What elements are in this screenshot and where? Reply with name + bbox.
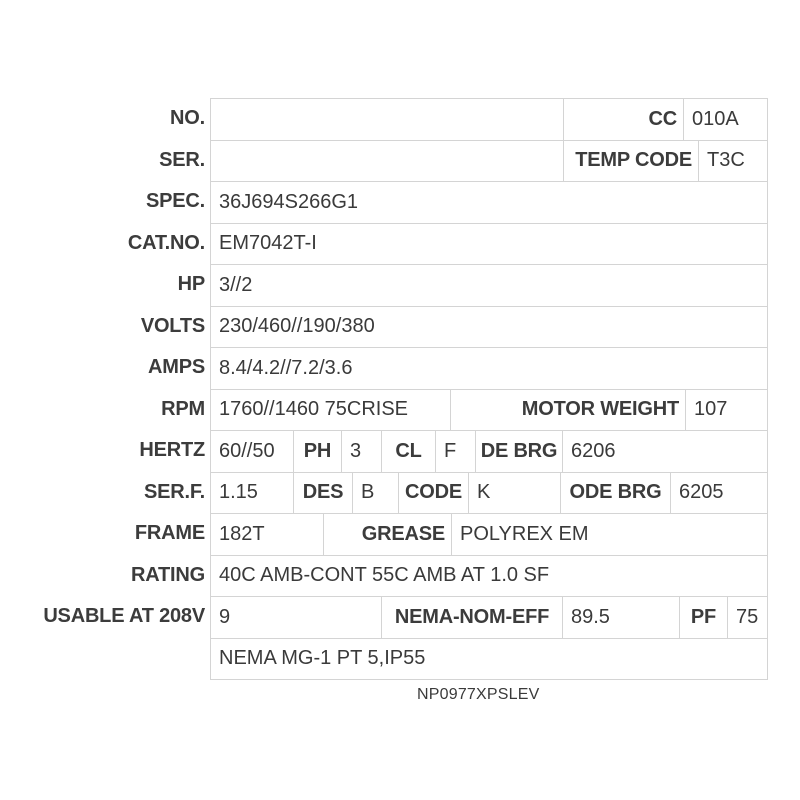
rating-value: 40C AMB-CONT 55C AMB AT 1.0 SF [210,555,767,597]
nameplate-code: NP0977XPSLEV [417,686,540,703]
no-value [210,98,563,140]
row-serf [210,472,767,514]
label-spec: SPEC. [145,190,205,213]
label-usable: USABLE AT 208V [43,605,205,628]
row-rpm [210,389,767,431]
row-rating [210,555,767,597]
label-catno: CAT.NO. [127,232,205,255]
des-value: B [352,472,398,514]
row-spec [210,181,767,223]
row-catno [210,223,767,265]
cc-value: 010A [683,98,767,140]
frame-value: 182T [210,513,323,555]
hertz-value: 60//50 [210,430,293,472]
label-hp: HP [177,273,205,296]
temp-code-label: TEMP CODE [563,140,698,182]
label-rpm: RPM [161,398,205,421]
serf-value: 1.15 [210,472,293,514]
temp-code-value: T3C [698,140,767,182]
code-value: K [468,472,560,514]
ph-label: PH [293,430,341,472]
row-nema [210,638,767,680]
row-usable [210,596,767,638]
ser-value [210,140,563,182]
ph-value: 3 [341,430,381,472]
label-no: NO. [170,107,205,130]
label-serf: SER.F. [143,481,205,504]
label-hertz: HERTZ [139,439,205,462]
catno-value: EM7042T-I [210,223,767,265]
motor-weight-value: 107 [685,389,767,431]
pf-value: 75 [727,596,767,638]
cl-label: CL [381,430,435,472]
grease-label: GREASE [323,513,451,555]
de-brg-value: 6206 [562,430,767,472]
label-amps: AMPS [148,356,205,379]
nema-nom-eff-label: NEMA-NOM-EFF [381,596,562,638]
nema-standard-value: NEMA MG-1 PT 5,IP55 [210,638,767,680]
usable-value: 9 [210,596,381,638]
rpm-value: 1760//1460 75CRISE [210,389,450,431]
label-frame: FRAME [134,522,205,545]
grease-value: POLYREX EM [451,513,767,555]
label-volts: VOLTS [140,315,205,338]
ode-brg-value: 6205 [670,472,767,514]
volts-value: 230/460//190/380 [210,306,767,348]
nema-nom-eff-value: 89.5 [562,596,679,638]
row-ser [210,140,767,182]
row-volts [210,306,767,348]
hp-value: 3//2 [210,264,767,306]
cl-value: F [435,430,475,472]
des-label: DES [293,472,352,514]
motor-weight-label: MOTOR WEIGHT [450,389,685,431]
spec-value: 36J694S266G1 [210,181,767,223]
de-brg-label: DE BRG [475,430,562,472]
row-amps [210,347,767,389]
code-label: CODE [398,472,468,514]
amps-value: 8.4/4.2//7.2/3.6 [210,347,767,389]
ode-brg-label: ODE BRG [560,472,670,514]
label-rating: RATING [131,564,205,587]
row-hertz [210,430,767,472]
row-frame [210,513,767,555]
row-no [210,98,767,140]
pf-label: PF [679,596,727,638]
nameplate-grid [210,98,768,680]
row-hp [210,264,767,306]
cc-label: CC [563,98,683,140]
label-ser: SER. [159,149,205,172]
